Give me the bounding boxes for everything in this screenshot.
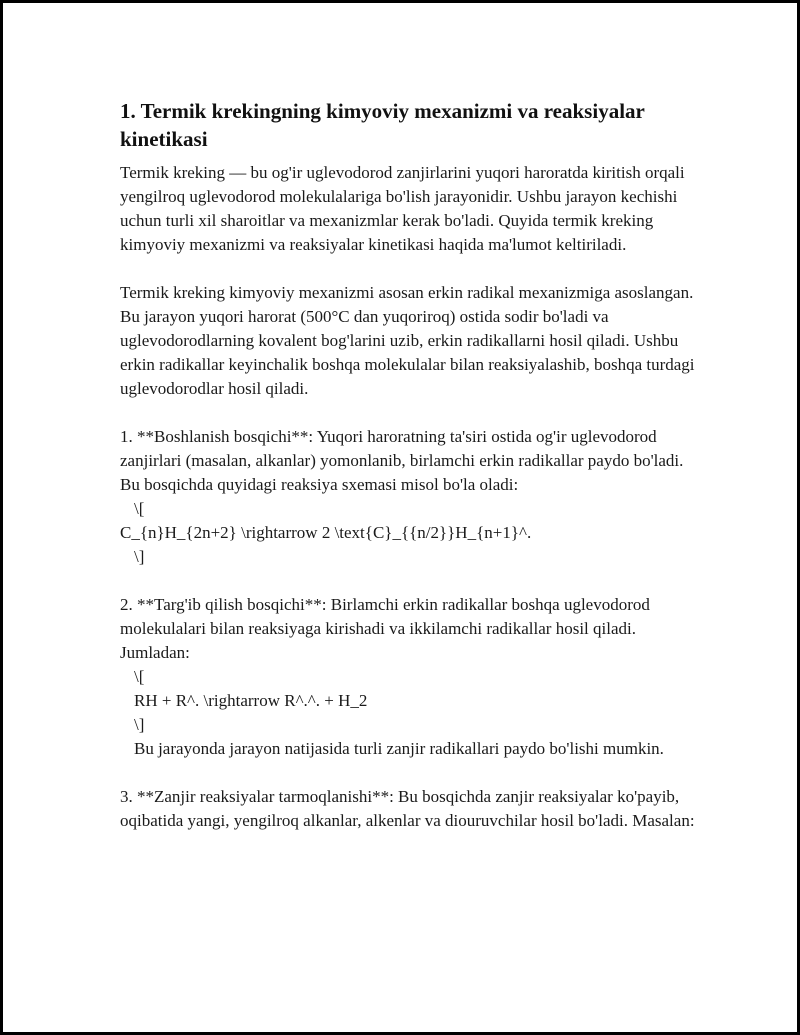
step3-paragraph: 3. **Zanjir reaksiyalar tarmoqlanishi**: Bu bosqichda zanjir reaksiyalar ko'payib, oqibatida yangi, yengilroq alkanlar, alkenlar va diouruvchilar hosil bo'ladi. Masalan: [120, 787, 695, 830]
formula-propagation: RH + R^. \rightarrow R^.^. + H_2 [134, 691, 368, 710]
formula-open-bracket: \[ [134, 499, 145, 518]
formula-cracking-initiation: C_{n}H_{2n+2} \rightarrow 2 \text{C}_{{n/2}}H_{n+1}^. [120, 523, 532, 542]
step1-paragraph: 1. **Boshlanish bosqichi**: Yuqori haroratning ta'siri ostida og'ir uglevodorod zanjirlari (masalan, alkanlar) yomonlanib, birlamchi erkin radikallar paydo bo'ladi. Bu bosqichda quyidagi reaksiya sxemasi misol bo'la oladi: [120, 427, 684, 494]
document-body [120, 97, 700, 833]
formula-block-1 [120, 497, 700, 569]
formula-open-bracket: \[ [134, 667, 145, 686]
formula-close-bracket: \] [134, 715, 145, 734]
formula-block-2 [120, 665, 700, 737]
step2-note: Bu jarayonda jarayon natijasida turli zanjir radikallari paydo bo'lishi mumkin. [134, 739, 664, 758]
section-heading: 1. Termik krekingning kimyoviy mexanizmi va reaksiyalar kinetikasi [120, 99, 645, 151]
step2-paragraph: 2. **Targ'ib qilish bosqichi**: Birlamchi erkin radikallar boshqa uglevodorod molekulalari bilan reaksiyaga kirishadi va ikkilamchi radikallar hosil qiladi. Jumladan: [120, 595, 650, 662]
formula-close-bracket: \] [134, 547, 145, 566]
mechanism-paragraph: Termik kreking kimyoviy mexanizmi asosan erkin radikal mexanizmiga asoslangan. Bu jarayon yuqori harorat (500°C dan yuqoriroq) ostida sodir bo'ladi va uglevodorodlarning kovalent bog'larini uzib, erkin radikallarni hosil qiladi. Ushbu erkin radikallar keyinchalik boshqa molekulalar bilan reaksiyalashib, boshqa turdagi uglevodorodlar hosil qiladi. [120, 283, 695, 398]
intro-paragraph: Termik kreking — bu og'ir uglevodorod zanjirlarini yuqori haroratda kiritish orqali yengilroq uglevodorod molekulalariga bo'lish jarayonidir. Ushbu jarayon kechishi uchun turli xil sharoitlar va mexanizmlar kerak bo'ladi. Quyida termik kreking kimyoviy mexanizmi va reaksiyalar kinetikasi haqida ma'lumot keltiriladi. [120, 163, 685, 254]
